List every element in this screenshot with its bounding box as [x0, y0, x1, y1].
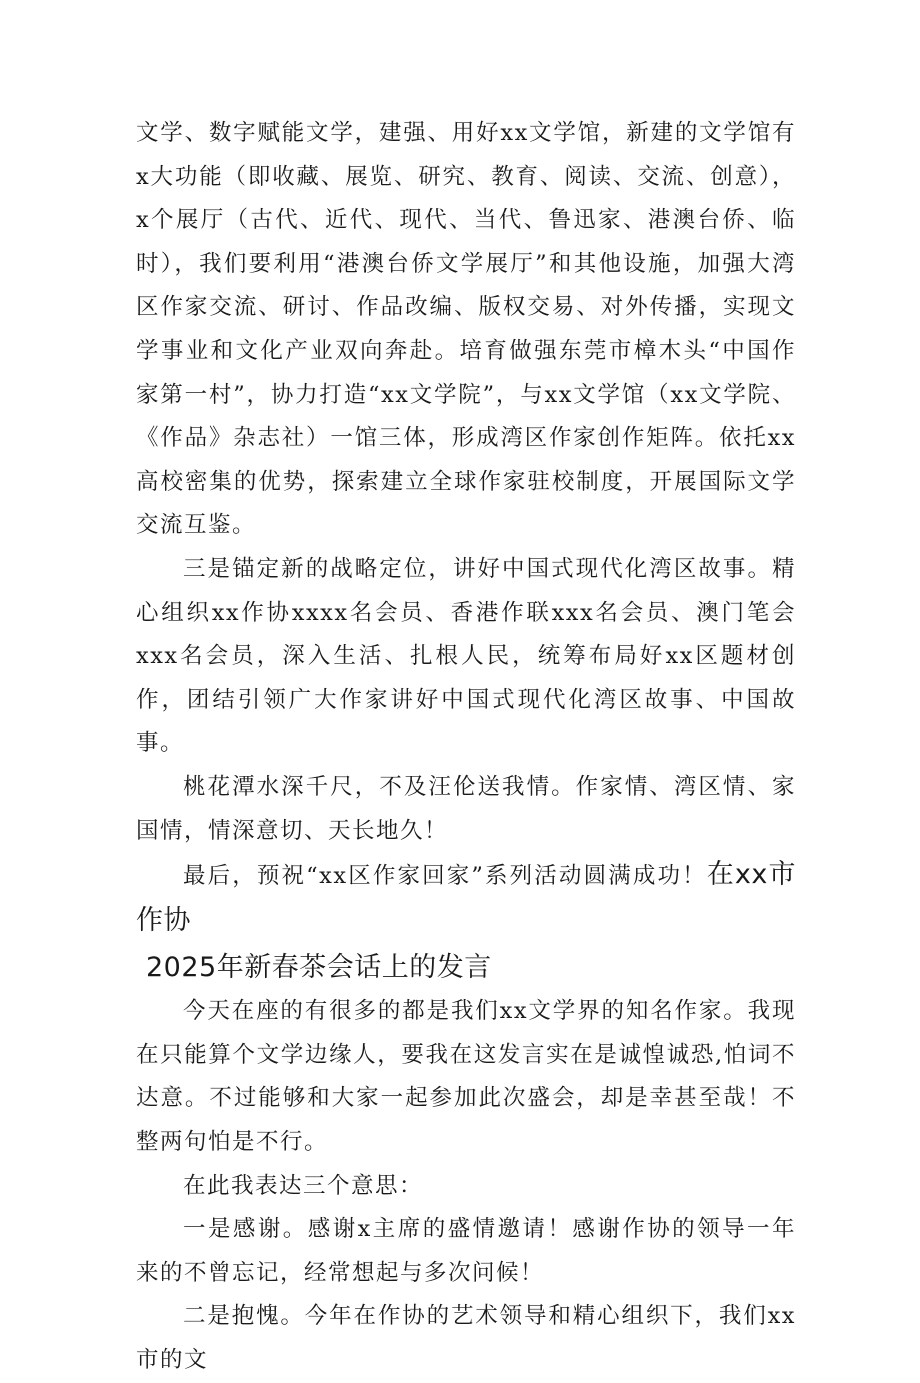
closing-line: 最后，预祝“xx区作家回家”系列活动圆满成功！ — [183, 863, 707, 890]
paragraph-closing-with-title — [136, 853, 796, 944]
paragraph-strategic-positioning: 三是锚定新的战略定位，讲好中国式现代化湾区故事。精心组织xx作协xxxx名会员、香港作联xxx名会员、澳门笔会xxx名会员，深入生活、扎根人民，统筹布局好xx区题材创作，团结引领广大作家讲好中国式现代化湾区故事、中国故事。 — [136, 555, 796, 757]
paragraph-literature-museum: 文学、数字赋能文学，建强、用好xx文学馆，新建的文学馆有x大功能（即收藏、展览、研究、教育、阅读、交流、创意），x个展厅（古代、近代、现代、当代、鲁迅家、港澳台侨、临时），我们要利用“港澳台侨文学展厅”和其他设施，加强大湾区作家交流、研讨、作品改编、版权交易、对外传播，实现文学事业和文化产业双向奔赴。培育做强东莞市樟木头“中国作家第一村”，协力打造“xx文学院”，与xx文学馆（xx文学院、《作品》杂志社）一馆三体，形成湾区作家创作矩阵。依托xx高校密集的优势，探索建立全球作家驻校制度，开展国际文学交流互鉴。 — [136, 120, 796, 539]
speech-title-part2: 2025年新春茶会话上的发言 — [146, 952, 492, 984]
speech-title-part1: 在xx市作协 — [136, 859, 796, 936]
paragraph-opening-remarks: 今天在座的有很多的都是我们xx文学界的知名作家。我现在只能算个文学边缘人，要我在这发言实在是诚惶诚恐,怕词不达意。不过能够和大家一起参加此次盛会，却是幸甚至哉！不整两句怕是不行。 — [136, 998, 796, 1156]
paragraph-poem-quote: 桃花潭水深千尺，不及汪伦送我情。作家情、湾区情、家国情，情深意切、天长地久！ — [136, 773, 796, 844]
document-body — [136, 112, 796, 1383]
paragraph-apology: 二是抱愧。今年在作协的艺术领导和精心组织下，我们xx市的文 — [136, 1303, 796, 1374]
paragraph-thanks: 一是感谢。感谢x主席的盛情邀请！感谢作协的领导一年来的不曾忘记，经常想起与多次问候！ — [136, 1216, 796, 1286]
paragraph-three-points: 在此我表达三个意思： — [183, 1172, 424, 1199]
